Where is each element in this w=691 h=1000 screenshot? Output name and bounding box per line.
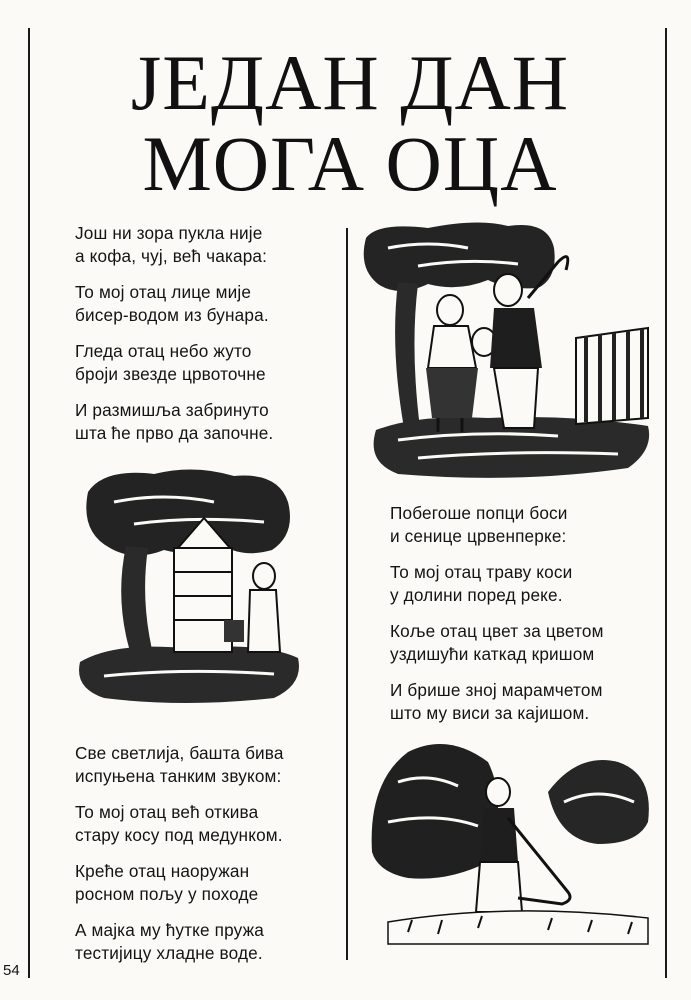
left-bottom-poem	[75, 742, 340, 978]
verse-line: Још ни зора пукла није	[75, 223, 263, 243]
verse-line: То мој отац траву коси	[390, 562, 573, 582]
stanza	[75, 919, 340, 965]
stanza	[390, 561, 660, 607]
stanza	[75, 801, 340, 847]
right-border-line	[665, 28, 667, 978]
verse-line: А мајка му ћутке пружа	[75, 920, 264, 940]
verse-line: испуњена танким звуком:	[75, 766, 282, 786]
right-poem	[390, 502, 660, 738]
verse-line: шта ће прво да започне.	[75, 423, 274, 443]
verse-line: То мој отац лице мије	[75, 282, 252, 302]
verse-line: у долини поред реке.	[390, 585, 563, 605]
man-mowing-with-scythe-drawing	[368, 722, 660, 950]
stanza	[75, 281, 340, 327]
verse-line: И размишља забринуто	[75, 400, 269, 420]
stanza	[390, 620, 660, 666]
verse-line: Креће отац наоружан	[75, 861, 250, 881]
title-line-1: ЈЕДАН ДАН	[130, 39, 570, 126]
verse-line: бисер-водом из бунара.	[75, 305, 269, 325]
verse-line: што му виси за кајишом.	[390, 703, 590, 723]
page-number: 54	[3, 962, 20, 979]
verse-line: То мој отац већ откива	[75, 802, 259, 822]
verse-line: тестијицу хладне воде.	[75, 943, 263, 963]
verse-line: Све светлија, башта бива	[75, 743, 284, 763]
verse-line: Побегоше попци боси	[390, 503, 568, 523]
verse-line: росном пољу у походе	[75, 884, 259, 904]
stanza	[75, 340, 340, 386]
verse-line: Гледа отац небо жуто	[75, 341, 252, 361]
stanza	[75, 222, 340, 268]
verse-line: Коље отац цвет за цветом	[390, 621, 604, 641]
stanza	[390, 502, 660, 548]
verse-line: броји звезде црвоточне	[75, 364, 266, 384]
title-line-2: МОГА ОЦА	[142, 120, 558, 207]
stanza	[390, 679, 660, 725]
well-under-tree-drawing	[74, 462, 306, 706]
stanza	[75, 860, 340, 906]
verse-line: И брише зној марамчетом	[390, 680, 603, 700]
left-top-poem	[75, 222, 340, 458]
verse-line: а кофа, чуј, већ чакара:	[75, 246, 268, 266]
left-border-line	[28, 28, 30, 978]
stanza	[75, 742, 340, 788]
father-and-mother-under-tree-drawing	[358, 218, 658, 486]
stanza	[75, 399, 340, 445]
verse-line: стару косу под медунком.	[75, 825, 283, 845]
verse-line: и сенице црвенперке:	[390, 526, 567, 546]
column-divider-line	[346, 228, 348, 960]
verse-line: уздишући каткад кришом	[390, 644, 595, 664]
